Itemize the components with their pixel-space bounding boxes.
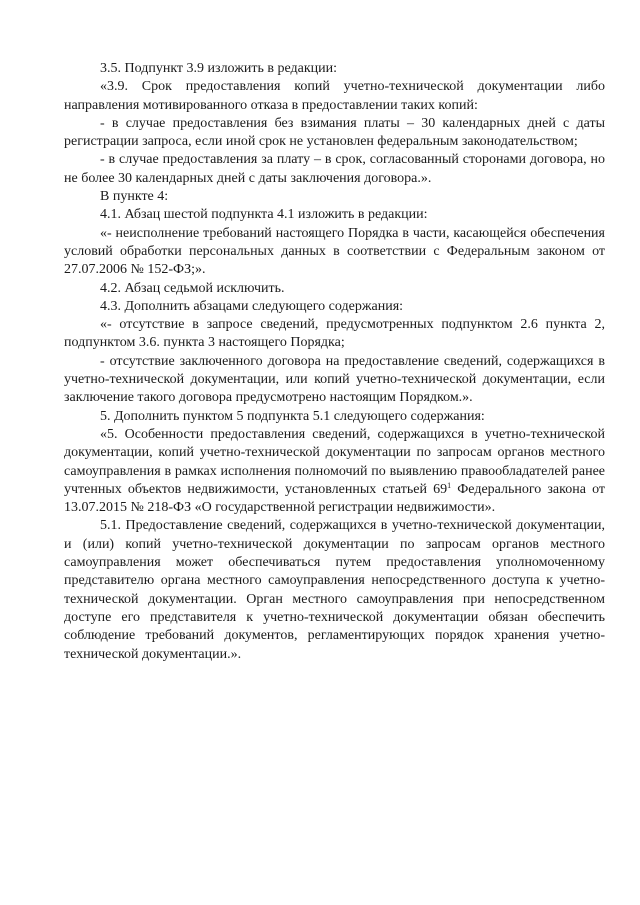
paragraph-5-1: 5.1. Предоставление сведений, содержащихся в учетно-технической документации, и (или) копий учетно-технической документации по запросам органов местного самоуправления может обеспечиваться путем предоставления уполномоченному представителю органа местного самоуправления непосредственного доступа к учетно-технической документации. Орган местного самоуправления при непосредственном доступе его представителя к учетно-технической документации обязан обеспечить соблюдение требований документов, регламентирующих порядок хранения учетно-технической документации.». — [64, 518, 605, 662]
paragraph-5-quote-text-after: Федерального закона от 13.07.2015 № 218-ФЗ «О государственной регистрации недвижимости». — [64, 481, 606, 516]
paragraph-5: 5. Дополнить пунктом 5 подпункта 5.1 следующего содержания: — [100, 408, 485, 424]
paragraph-5-quote — [64, 426, 605, 517]
paragraph-5-quote-text-before: «5. Особенности предоставления сведений, содержащихся в учетно-технической документации, копий учетно-технической документации по запросам органов местного самоуправления в рамках исполнения полномочий по выявлению правообладателей ранее учтенных объектов недвижимости, установленных статьей 69 — [64, 426, 605, 497]
paragraph-4-3-quote-1: «- отсутствие в запросе сведений, предусмотренных подпунктом 2.6 пункта 2, подпунктом 3.6. пункта 3 настоящего Порядка; — [64, 317, 605, 351]
paragraph-4-2: 4.2. Абзац седьмой исключить. — [100, 280, 285, 296]
paragraph-4-3: 4.3. Дополнить абзацами следующего содержания: — [100, 298, 404, 314]
paragraph-3-5: 3.5. Подпункт 3.9 изложить в редакции: — [100, 61, 338, 76]
paragraph-in-point-4: В пункте 4: — [100, 189, 169, 205]
paragraph-3-9-quote: «3.9. Срок предоставления копий учетно-технической документации либо направления мотивированного отказа в предоставлении таких копий: — [64, 79, 605, 113]
paragraph-4-1: 4.1. Абзац шестой подпункта 4.1 изложить в редакции: — [100, 207, 428, 223]
superscript-article-number: 1 — [447, 480, 452, 490]
paragraph-4-1-quote: «- неисполнение требований настоящего Порядка в части, касающейся обеспечения условий обработки персональных данных в соответствии с Федеральным законом от 27.07.2006 № 152-ФЗ;». — [64, 225, 605, 278]
paragraph-free-of-charge: - в случае предоставления без взимания платы – 30 календарных дней с даты регистрации запроса, если иной срок не установлен федеральным законодательством; — [64, 115, 605, 150]
paragraph-4-3-quote-2: - отсутствие заключенного договора на предоставление сведений, содержащихся в учетно-технической документации, или копий учетно-технической документации, если заключение такого договора предусмотрено настоящим Порядком.». — [64, 353, 605, 406]
paragraph-paid: - в случае предоставления за плату – в срок, согласованный сторонами договора, но не более 30 календарных дней с даты заключения договора.». — [64, 152, 605, 186]
document-page — [64, 60, 605, 664]
